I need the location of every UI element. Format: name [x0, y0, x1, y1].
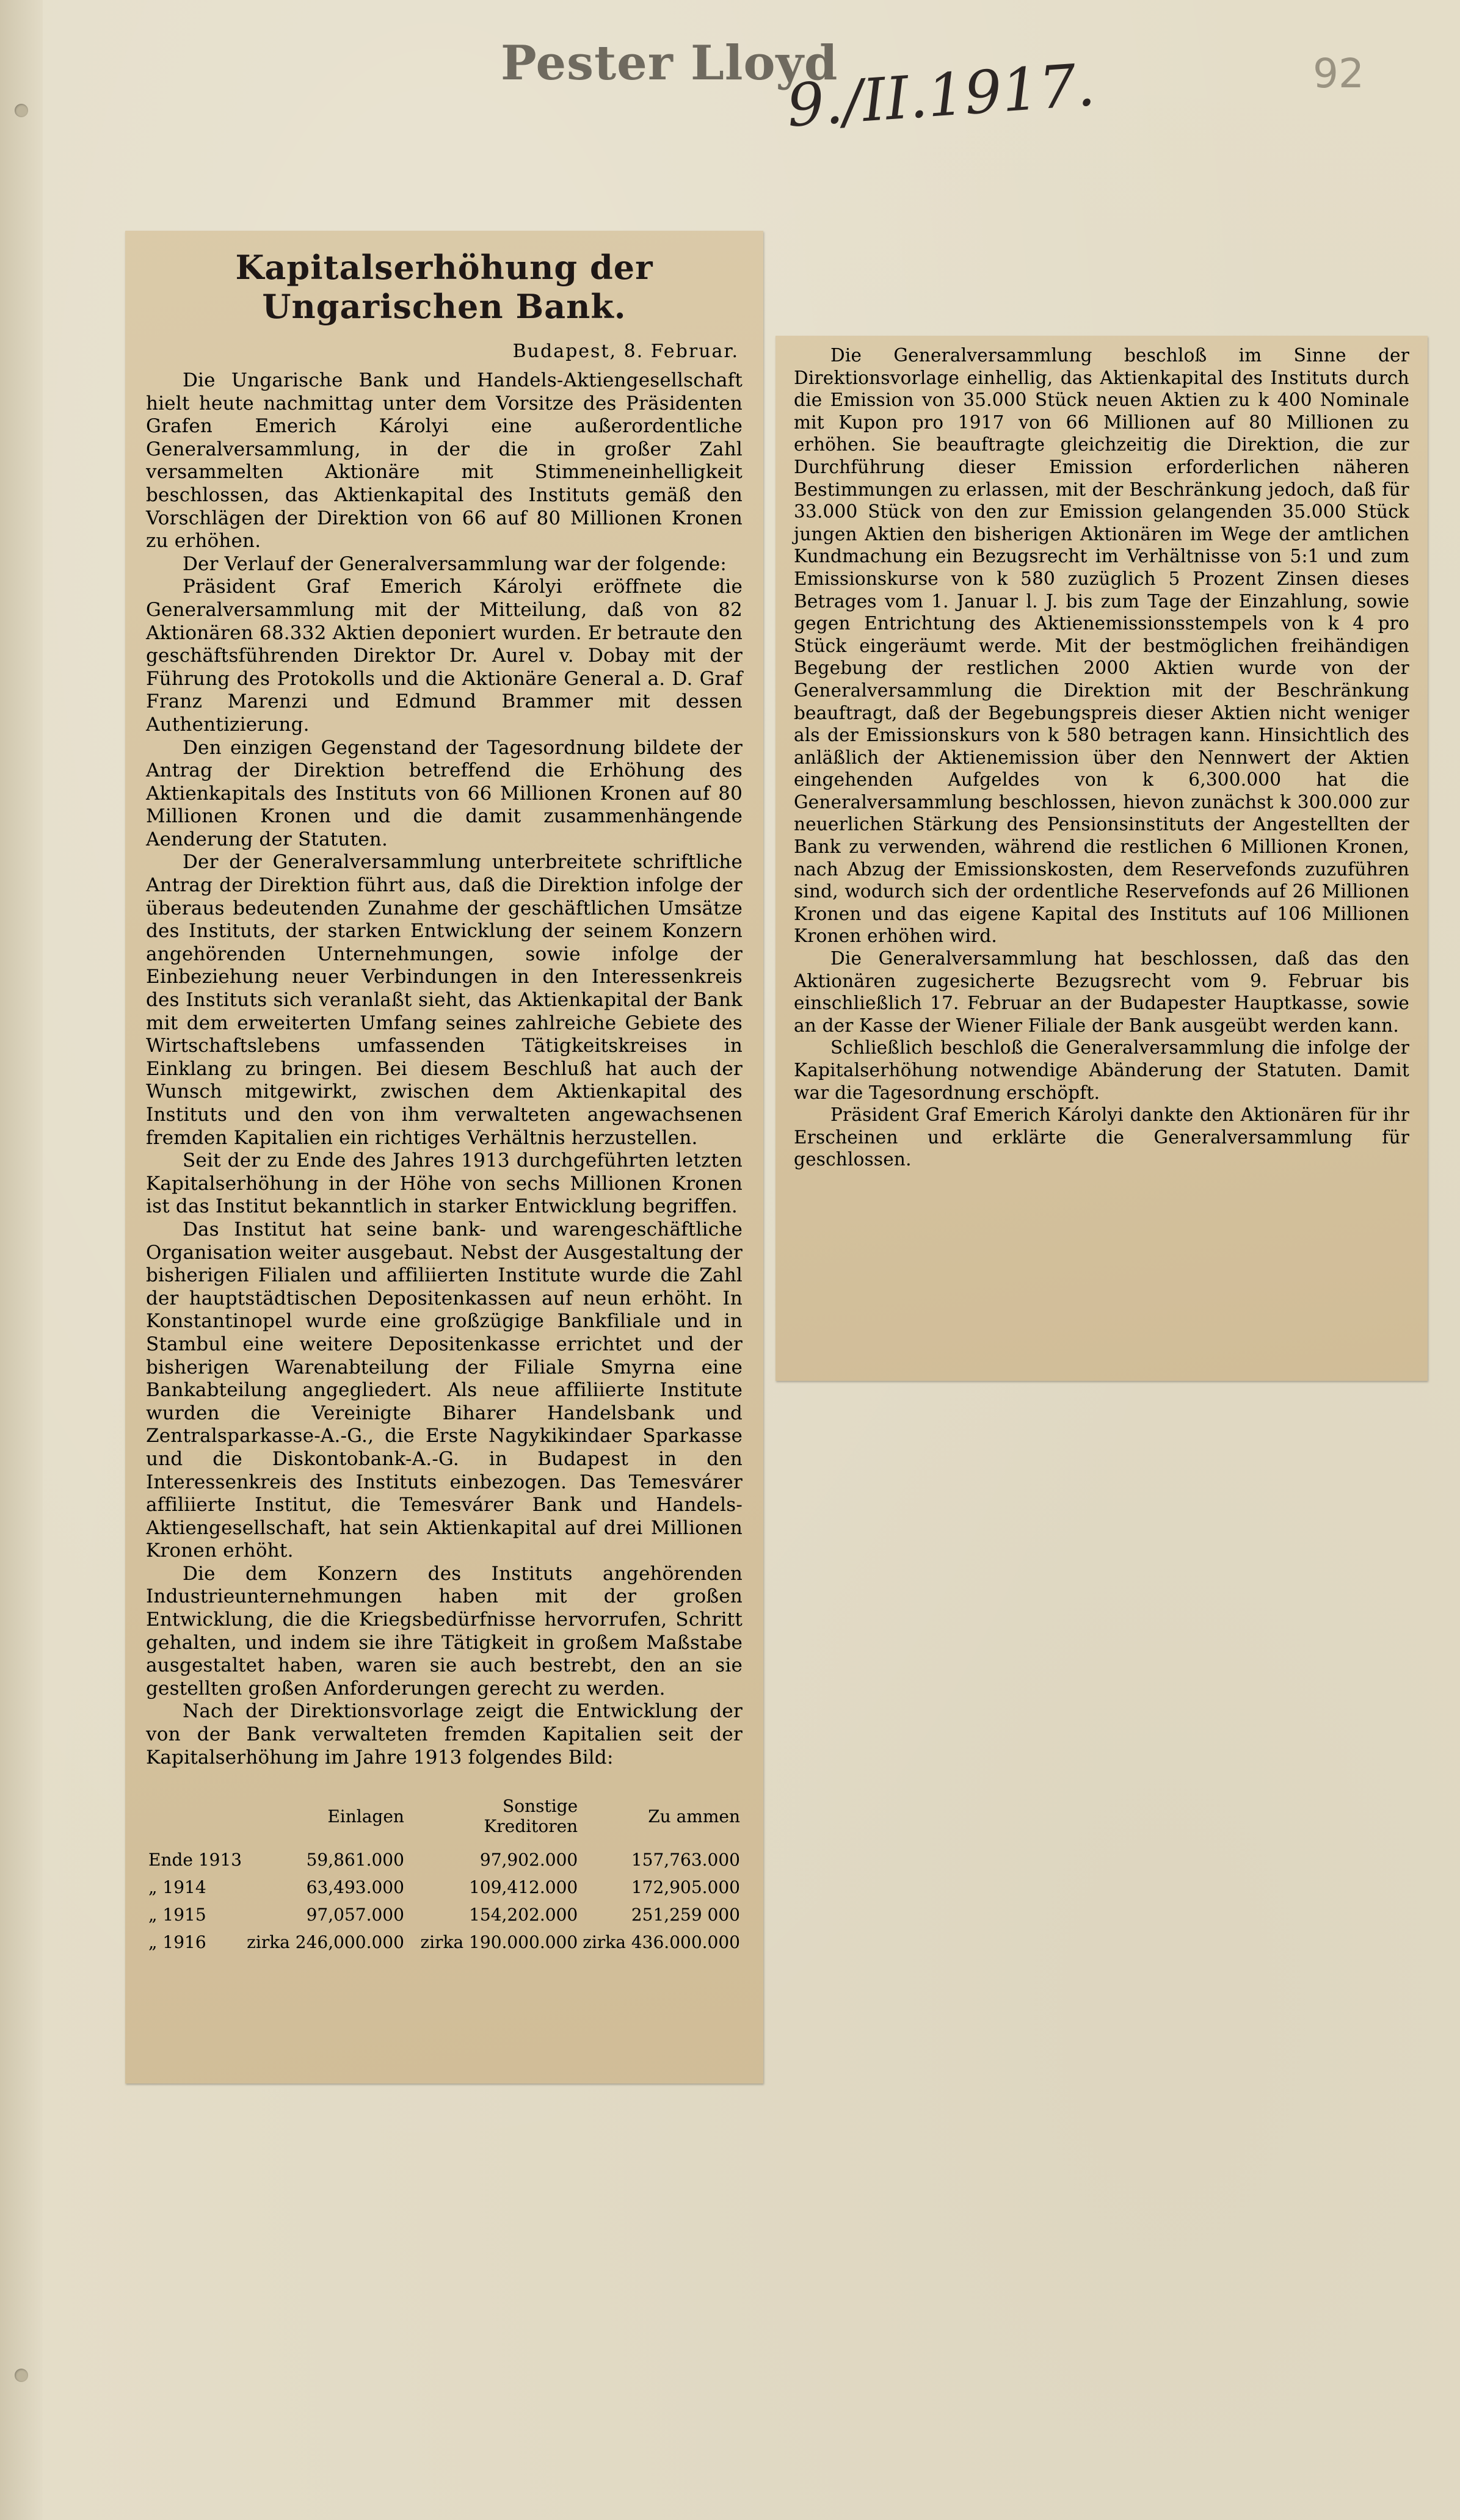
- table-cell: 172,905.000: [631, 1877, 740, 1898]
- table-row: [146, 1901, 743, 1928]
- article-paragraph: Den einzigen Gegenstand der Tagesordnung bildete der Antrag der Direktion betreffend die Erhöhung des Aktienkapitals des Instituts von 66 Millionen Kronen auf 80 Millionen Kronen und die damit zusammenhängende Aenderung der Statuten.: [146, 736, 743, 850]
- article-paragraph: Das Institut hat seine bank- und warengeschäftliche Organisation weiter ausgebaut. Nebst der Ausgestaltung der bisherigen Filialen und affiliierten Institute wurde die Zahl der hauptstädtischen Depositenkassen auf neun erhöht. In Konstantinopel wurde eine großzügige Bankfiliale und in Stambul eine weitere Depositenkasse errichtet und der bisherigen Warenabteilung der Filiale Smyrna eine Bankabteilung angegliedert. Als neue affiliierte Institute wurden die Vereinigte Biharer Handelsbank und Zentralsparkasse-A.-G., die Erste Nagykikindaer Sparkasse und die Diskontobank-A.-G. in Budapest in den Interessenkreis des Instituts einbezogen. Das Temesvárer affiliierte Institut, die Temesvárer Bank und Handels-Aktiengesellschaft, hat sein Aktienkapital auf drei Millionen Kronen erhöht.: [146, 1218, 743, 1562]
- table-cell: 59,861.000: [306, 1850, 404, 1870]
- article-paragraph: Schließlich beschloß die Generalversammlung die infolge der Kapitalserhöhung notwendige Abänderung der Statuten. Damit war die Tagesordnung erschöpft.: [794, 1037, 1409, 1103]
- table-row: [146, 1846, 743, 1874]
- article-left-column: [125, 231, 763, 1956]
- table-cell: 97,057.000: [306, 1905, 404, 1925]
- page-number: 92: [1313, 50, 1364, 97]
- table-cell: 63,493.000: [306, 1877, 404, 1898]
- table-cell: Ende 1913: [148, 1850, 242, 1870]
- handwritten-date: 9./II.1917.: [785, 50, 1097, 140]
- table-header-cell: Sonstige Kreditoren: [484, 1796, 578, 1837]
- article-paragraph: Nach der Direktionsvorlage zeigt die Entwicklung der von der Bank verwalteten fremden Kapitalien seit der Kapitalserhöhung im Jahre 1913 folgendes Bild:: [146, 1700, 743, 1769]
- newspaper-masthead-stamp: Pester Lloyd: [501, 35, 838, 91]
- article-headline: Kapitalserhöhung der Ungarischen Bank.: [235, 248, 653, 326]
- article-paragraph: Die dem Konzern des Instituts angehörenden Industrieunternehmungen haben mit der großen Entwicklung, die die Kriegsbedürfnisse hervorrufen, Schritt gehalten, und indem sie ihre Tätigkeit in großem Maßstabe ausgestaltet haben, waren sie auch bestrebt, den an sie gestellten großen Anforderungen gerecht zu werden.: [146, 1562, 743, 1700]
- capital-development-table: [146, 1794, 743, 1956]
- table-header-row: [146, 1794, 743, 1846]
- article-paragraph: Seit der zu Ende des Jahres 1913 durchgeführten letzten Kapitalserhöhung in der Höhe von sechs Millionen Kronen ist das Institut bekanntlich in starker Entwicklung begriffen.: [146, 1150, 743, 1218]
- table-cell: 251,259 000: [631, 1905, 740, 1925]
- table-cell: „ 1916: [148, 1932, 206, 1953]
- table-cell: zirka 190.000.000: [420, 1932, 578, 1953]
- table-header-cell: [146, 1794, 244, 1846]
- article-paragraph: Die Generalversammlung hat beschlossen, daß das den Aktionären zugesicherte Bezugsrecht vom 9. Februar bis einschließlich 17. Februar an der Budapester Hauptkasse, sowie an der Kasse der Wiener Filiale der Bank ausgeübt werden kann.: [794, 948, 1409, 1036]
- table-header-cell: Zu ammen: [648, 1806, 740, 1827]
- table-row: [146, 1928, 743, 1956]
- table-cell: 154,202.000: [469, 1905, 578, 1925]
- article-paragraph: Der der Generalversammlung unterbreitete schriftliche Antrag der Direktion führt aus, daß die Direktion infolge der überaus bedeutenden Zunahme der geschäftlichen Umsätze des Instituts, der starken Entwicklung der seinem Konzern angehörenden Unternehmungen, sowie infolge der Einbeziehung neuer Verbindungen in den Interessenkreis des Instituts sich veranlaßt sieht, das Aktienkapital der Bank mit dem erweiterten Umfang seines zahlreiche Gebiete des Wirtschaftslebens umfassenden Tätigkeitskreises in Einklang zu bringen. Bei diesem Beschluß hat auch der Wunsch mitgewirkt, zwischen dem Aktienkapital des Instituts und den von ihm verwalteten angewachsenen fremden Kapitalien ein richtiges Verhältnis herzustellen.: [146, 851, 743, 1149]
- punch-hole: [15, 104, 28, 117]
- table-cell: „ 1915: [148, 1905, 206, 1925]
- article-paragraph: Präsident Graf Emerich Károlyi eröffnete die Generalversammlung mit der Mitteilung, daß von 82 Aktionären 68.332 Aktien deponiert wurden. Er betraute den geschäftsführenden Direktor Dr. Aurel v. Dobay mit der Führung des Protokolls und die Aktionäre General a. D. Graf Franz Marenzi und Edmund Brammer mit dessen Authentizierung.: [146, 576, 743, 736]
- table-cell: 97,902.000: [479, 1850, 578, 1870]
- binding-margin: [0, 0, 43, 2520]
- table-row: [146, 1874, 743, 1901]
- punch-hole: [15, 2369, 28, 2382]
- table-cell: zirka 246,000.000: [247, 1932, 404, 1953]
- table-cell: zirka 436.000.000: [583, 1932, 740, 1953]
- table-cell: 109,412.000: [469, 1877, 578, 1898]
- article-paragraph: Die Generalversammlung beschloß im Sinne der Direktionsvorlage einhellig, das Aktienkapital des Instituts durch die Emission von 35.000 Stück neuen Aktien zu k 400 Nominale mit Kupon pro 1917 von 66 Millionen auf 80 Millionen zu erhöhen. Sie beauftragte gleichzeitig die Direktion, die zur Durchführung dieser Emission erforderlichen näheren Bestimmungen zu erlassen, mit der Beschränkung jedoch, daß für 33.000 Stück von den zur Emission gelangenden 35.000 Stück jungen Aktien den bisherigen Aktionären im Wege der amtlichen Kundmachung ein Bezugsrecht im Verhältnisse von 5:1 und zum Emissionskurse von k 580 zuzüglich 5 Prozent Zinsen dieses Betrages vom 1. Januar l. J. bis zum Tage der Einzahlung, sowie gegen Entrichtung des Aktienemissionsstempels von k 4 pro Stück eingeräumt werde. Mit der bestmöglichen freihändigen Begebung der restlichen 2000 Aktien wurde von der Generalversammlung die Direktion mit der Beschränkung beauftragt, daß der Begebungspreis dieser Aktien nicht weniger als der Emissionskurs von k 580 betragen kann. Hinsichtlich des anläßlich der Aktienemission über den Nennwert der Aktien eingehenden Aufgeldes von k 6,300.000 hat die Generalversammlung beschlossen, hievon zunächst k 300.000 zur neuerlichen Stärkung des Pensionsinstituts der Angestellten der Bank zu verwenden, während die restlichen 6 Millionen Kronen, nach Abzug der Emissionskosten, dem Reservefonds zuzuführen sind, wodurch sich der ordentliche Reservefonds auf 26 Millionen Kronen und das eigene Kapital des Instituts auf 106 Millionen Kronen erhöhen wird.: [794, 345, 1409, 947]
- table-header-cell: Einlagen: [327, 1806, 404, 1827]
- article-paragraph: Die Ungarische Bank und Handels-Aktiengesellschaft hielt heute nachmittag unter dem Vorsitze des Präsidenten Grafen Emerich Károlyi eine außerordentliche Generalversammlung, in der die in großer Zahl versammelten Aktionäre mit Stimmeneinhelligkeit beschlossen, das Aktienkapital des Instituts gemäß den Vorschlägen der Direktion von 66 auf 80 Millionen Kronen zu erhöhen.: [146, 369, 743, 552]
- article-paragraph: Der Verlauf der Generalversammlung war der folgende:: [183, 552, 727, 575]
- article-dateline: Budapest, 8. Februar.: [512, 341, 739, 362]
- article-paragraph: Präsident Graf Emerich Károlyi dankte den Aktionären für ihr Erscheinen und erklärte die Generalversammlung für geschlossen.: [794, 1104, 1409, 1170]
- table-cell: „ 1914: [148, 1877, 206, 1898]
- article-right-column: [775, 336, 1428, 1171]
- table-cell: 157,763.000: [631, 1850, 740, 1870]
